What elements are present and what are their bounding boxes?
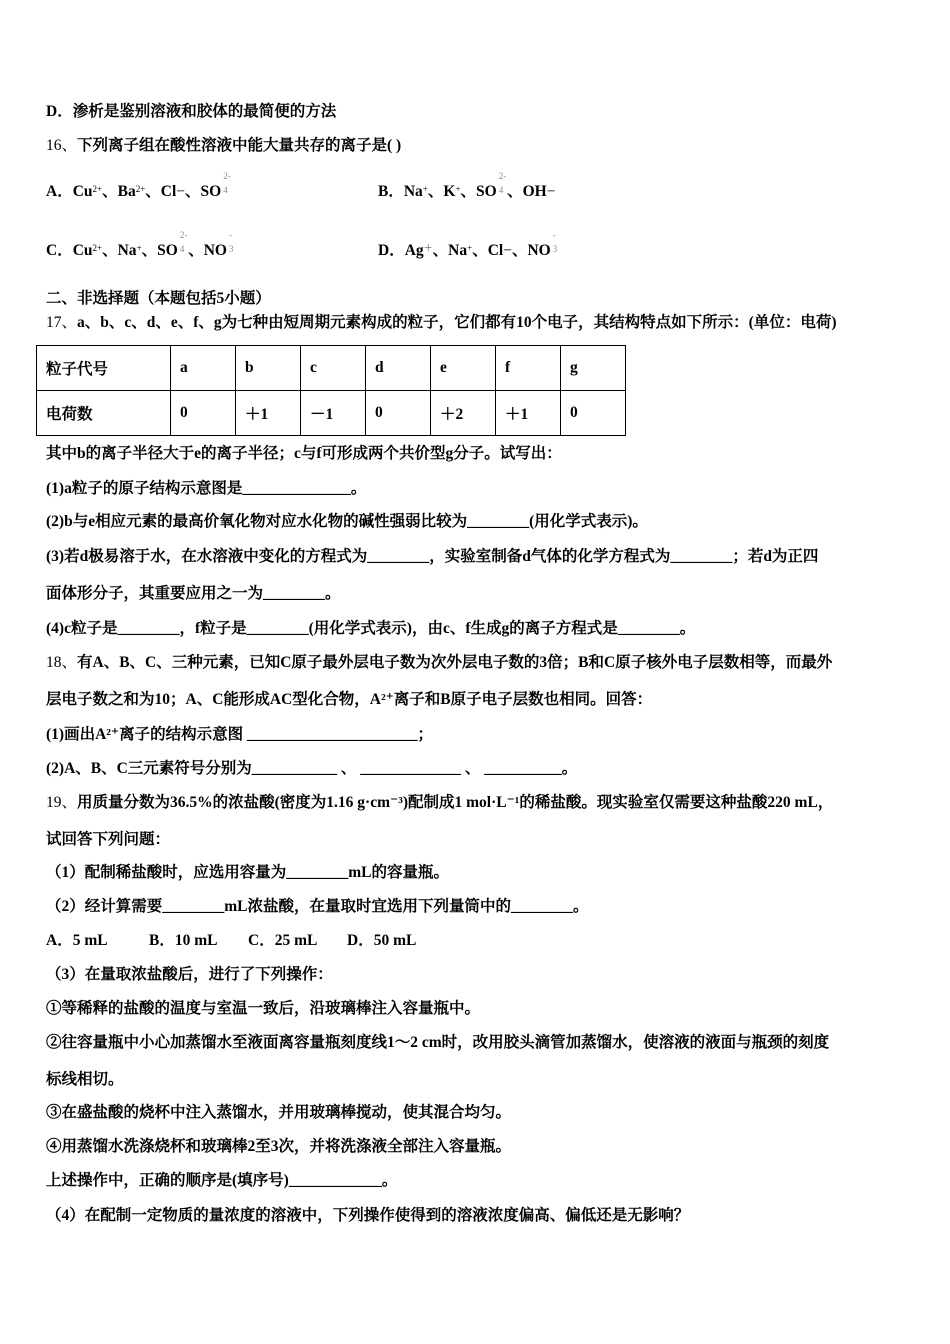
q16-option-a[interactable]: A．$Cu^{2+}$、$Ba^{2+}$、Cl−、SO 2- $^4$ <box>46 171 231 200</box>
table-cell: g <box>561 346 626 391</box>
table-cell: a <box>171 346 236 391</box>
table-cell: b <box>236 346 301 391</box>
table-cell: 0 <box>171 391 236 436</box>
q18-stem-line2: 层电子数之和为10；A、C能形成AC型化合物，A²⁺离子和B原子电子层数也相同。回答： <box>46 691 653 708</box>
row-header: 电荷数 <box>37 391 171 436</box>
table-cell: －1 <box>301 391 366 436</box>
q19-step-1: ①等稀释的盐酸的温度与室温一致后，沿玻璃棒注入容量瓶中。 <box>46 1000 481 1017</box>
q19-step-3: ③在盛盐酸的烧杯中注入蒸馏水，并用玻璃棒搅动，使其混合均匀。 <box>46 1104 512 1121</box>
q17-part-4: (4)c粒子是________，f粒子是________(用化学式表示)，由c、f生成g的离子方程式是________。 <box>46 620 696 637</box>
q16-option-b[interactable]: B．Na+、K+、SO 2- $^4$ 、OH− <box>378 171 556 200</box>
q19-part-4: （4）在配制一定物质的量浓度的溶液中，下列操作使得到的溶液浓度偏高、偏低还是无影响？ <box>46 1207 690 1224</box>
q19-choice-c[interactable]: C．25 mL <box>248 932 318 949</box>
q16-number: 16、 <box>46 137 78 154</box>
particle-table <box>36 345 626 436</box>
q17-part-3: (3)若d极易溶于水，在水溶液中变化的方程式为________，实验室制备d气体的化学方程式为________；若d为正四 <box>46 548 819 565</box>
table-cell: f <box>496 346 561 391</box>
q16-option-c[interactable]: C．$Cu^{2+}$、Na+、SO 2- $^4$ 、NO - $^3$ <box>46 230 234 259</box>
q19-order-prompt: 上述操作中，正确的顺序是(填序号)____________。 <box>46 1172 398 1189</box>
q17-part-1: (1)a粒子的原子结构示意图是______________。 <box>46 480 367 497</box>
q19-step-4: ④用蒸馏水洗涤烧杯和玻璃棒2至3次，并将洗涤液全部注入容量瓶。 <box>46 1138 512 1155</box>
table-cell: 0 <box>366 391 431 436</box>
q19-part-2: （2）经计算需要________mL浓盐酸，在量取时宜选用下列量筒中的________。 <box>46 898 589 915</box>
q19-step-2: ②往容量瓶中小心加蒸馏水至液面离容量瓶刻度线1～2 cm时，改用胶头滴管加蒸馏水，使溶液的液面与瓶颈的刻度 <box>46 1034 830 1051</box>
q16-stem <box>46 136 401 156</box>
q19-step-2-cont: 标线相切。 <box>46 1071 124 1088</box>
q17-stem: 17、a、b、c、d、e、f、g为七种由短周期元素构成的粒子，它们都有10个电子，其结构特点如下所示：(单位：电荷) <box>46 314 837 331</box>
table-cell: e <box>431 346 496 391</box>
q18-part-2: (2)A、B、C三元素符号分别为___________ 、 _____________ 、 __________。 <box>46 760 578 777</box>
table-cell: ＋1 <box>236 391 301 436</box>
q15-option-d: D．渗析是鉴别溶液和胶体的最简便的方法 <box>46 103 337 120</box>
q19-choice-d[interactable]: D．50 mL <box>347 932 417 949</box>
table-cell: c <box>301 346 366 391</box>
table-cell: d <box>366 346 431 391</box>
table-cell: ＋1 <box>496 391 561 436</box>
q19-stem-line2: 试回答下列问题： <box>46 831 171 848</box>
table-cell: ＋2 <box>431 391 496 436</box>
q19-stem-line1: 19、用质量分数为36.5%的浓盐酸(密度为1.16 g·cm⁻³)配制成1 mol·L⁻¹的稀盐酸。现实验室仅需要这种盐酸220 mL， <box>46 794 834 811</box>
section-title: 二、非选择题（本题包括5小题） <box>46 290 271 307</box>
q18-part-1: (1)画出A²⁺离子的结构示意图 ______________________； <box>46 726 433 743</box>
q19-choice-a[interactable]: A．5 mL <box>46 932 108 949</box>
table-row-codes <box>37 346 626 391</box>
q17-part-3-cont: 面体形分子，其重要应用之一为________。 <box>46 585 341 602</box>
q17-part-2: (2)b与e相应元素的最高价氧化物对应水化物的碱性强弱比较为________(用化学式表示)。 <box>46 513 648 530</box>
q16-stem-text: 下列离子组在酸性溶液中能大量共存的离子是( ) <box>77 137 402 154</box>
table-row-charges <box>37 391 626 436</box>
table-cell: 0 <box>561 391 626 436</box>
q17-note: 其中b的离子半径大于e的离子半径；c与f可形成两个共价型g分子。试写出： <box>46 445 562 462</box>
q19-part-3: （3）在量取浓盐酸后，进行了下列操作： <box>46 966 333 983</box>
q19-choice-b[interactable]: B．10 mL <box>149 932 218 949</box>
q19-part-1: （1）配制稀盐酸时，应选用容量为________mL的容量瓶。 <box>46 864 450 881</box>
row-header: 粒子代号 <box>37 346 171 391</box>
q16-option-d[interactable]: D．Ag＋、Na+、Cl−、NO - $^3$ <box>378 230 558 259</box>
q18-stem-line1: 18、有A、B、C、三种元素，已知C原子最外层电子数为次外层电子数的3倍；B和C原子核外电子层数相等，而最外 <box>46 654 833 671</box>
